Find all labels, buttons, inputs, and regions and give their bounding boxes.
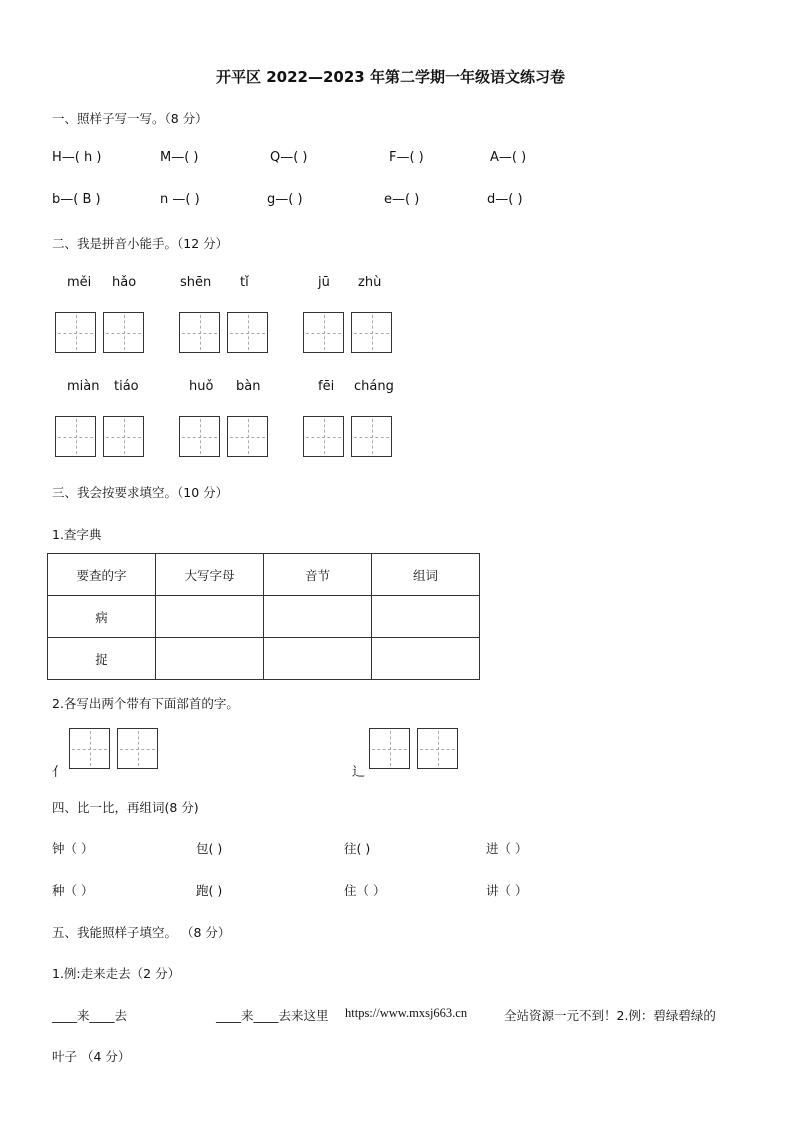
letter-item: n —( ) xyxy=(160,192,200,207)
writing-grid-box[interactable] xyxy=(117,728,158,769)
letter-item: H—( h ) xyxy=(52,150,102,165)
writing-grid-box[interactable] xyxy=(103,312,144,353)
fill-line-a: ____来____去 xyxy=(52,1008,128,1023)
pinyin-label: miàn xyxy=(67,379,100,394)
pinyin-label: bàn xyxy=(236,379,261,394)
pinyin-label: zhù xyxy=(358,275,382,290)
letter-item: d—( ) xyxy=(487,192,523,207)
letter-item: g—( ) xyxy=(267,192,303,207)
compare-item: 讲（ ） xyxy=(486,883,528,898)
letter-item: Q—( ) xyxy=(270,150,308,165)
table-cell-input[interactable] xyxy=(264,596,372,638)
compare-item: 住（ ） xyxy=(344,883,386,898)
page-title: 开平区 2022—2023 年第二学期一年级语文练习卷 xyxy=(216,68,565,86)
compare-item: 跑( ) xyxy=(196,883,223,898)
writing-grid-box[interactable] xyxy=(69,728,110,769)
pinyin-label: shēn xyxy=(180,275,212,290)
compare-item: 包( ) xyxy=(196,841,223,856)
table-header-row xyxy=(48,554,480,596)
subsection-dictionary: 1.查字典 xyxy=(52,527,102,542)
writing-grid-box[interactable] xyxy=(227,312,268,353)
subsection-radicals: 2.各写出两个带有下面部首的字。 xyxy=(52,696,239,711)
example-1: 1.例:走来走去（2 分） xyxy=(52,966,181,981)
example-2-cont: 叶子 （4 分） xyxy=(52,1049,131,1064)
writing-grid-box[interactable] xyxy=(303,416,344,457)
writing-grid-box[interactable] xyxy=(417,728,458,769)
writing-grid-box[interactable] xyxy=(369,728,410,769)
radical-ren: 亻 xyxy=(52,765,66,780)
section-1-heading: 一、照样子写一写。（8 分） xyxy=(52,111,208,126)
letter-item: M—( ) xyxy=(160,150,199,165)
table-row xyxy=(48,638,480,680)
compare-item: 种（ ） xyxy=(52,883,94,898)
pinyin-label: jū xyxy=(318,275,330,290)
letter-item: b—( B ) xyxy=(52,192,101,207)
dictionary-table xyxy=(47,553,480,680)
letter-item: A—( ) xyxy=(490,150,527,165)
pinyin-label: fēi xyxy=(318,379,335,394)
table-header: 大写字母 xyxy=(156,554,264,596)
writing-grid-box[interactable] xyxy=(55,312,96,353)
table-cell-input[interactable] xyxy=(372,596,480,638)
radical-chuo: 辶 xyxy=(352,765,366,780)
pinyin-label: tǐ xyxy=(240,275,249,290)
table-cell: 捉 xyxy=(48,638,156,680)
writing-grid-box[interactable] xyxy=(303,312,344,353)
table-cell-input[interactable] xyxy=(156,638,264,680)
writing-grid-box[interactable] xyxy=(55,416,96,457)
site-url: https://www.mxsj663.cn xyxy=(345,1006,468,1020)
pinyin-label: tiáo xyxy=(114,379,139,394)
pinyin-label: huǒ xyxy=(189,379,214,394)
section-4-heading: 四、比一比，再组词(8 分) xyxy=(52,800,199,815)
pinyin-label: cháng xyxy=(354,379,394,394)
table-header: 音节 xyxy=(264,554,372,596)
table-row xyxy=(48,596,480,638)
letter-item: e—( ) xyxy=(384,192,420,207)
fill-line-b: ____来____去来这里 xyxy=(216,1008,329,1023)
pinyin-label: měi xyxy=(67,275,92,290)
compare-item: 进（ ） xyxy=(486,841,528,856)
table-cell-input[interactable] xyxy=(372,638,480,680)
writing-grid-box[interactable] xyxy=(227,416,268,457)
compare-item: 钟（ ） xyxy=(52,841,94,856)
table-header: 组词 xyxy=(372,554,480,596)
table-cell-input[interactable] xyxy=(156,596,264,638)
table-cell-input[interactable] xyxy=(264,638,372,680)
promo-text: 全站资源一元不到！2.例：碧绿碧绿的 xyxy=(504,1008,716,1023)
writing-grid-box[interactable] xyxy=(103,416,144,457)
section-2-heading: 二、我是拼音小能手。（12 分） xyxy=(52,236,229,251)
writing-grid-box[interactable] xyxy=(179,312,220,353)
table-cell: 病 xyxy=(48,596,156,638)
writing-grid-box[interactable] xyxy=(351,416,392,457)
compare-item: 往( ) xyxy=(344,841,371,856)
writing-grid-box[interactable] xyxy=(179,416,220,457)
section-5-heading: 五、我能照样子填空。 （8 分） xyxy=(52,925,231,940)
writing-grid-box[interactable] xyxy=(351,312,392,353)
letter-item: F—( ) xyxy=(389,150,424,165)
table-header: 要查的字 xyxy=(48,554,156,596)
section-3-heading: 三、我会按要求填空。（10 分） xyxy=(52,485,229,500)
pinyin-label: hǎo xyxy=(112,275,137,290)
